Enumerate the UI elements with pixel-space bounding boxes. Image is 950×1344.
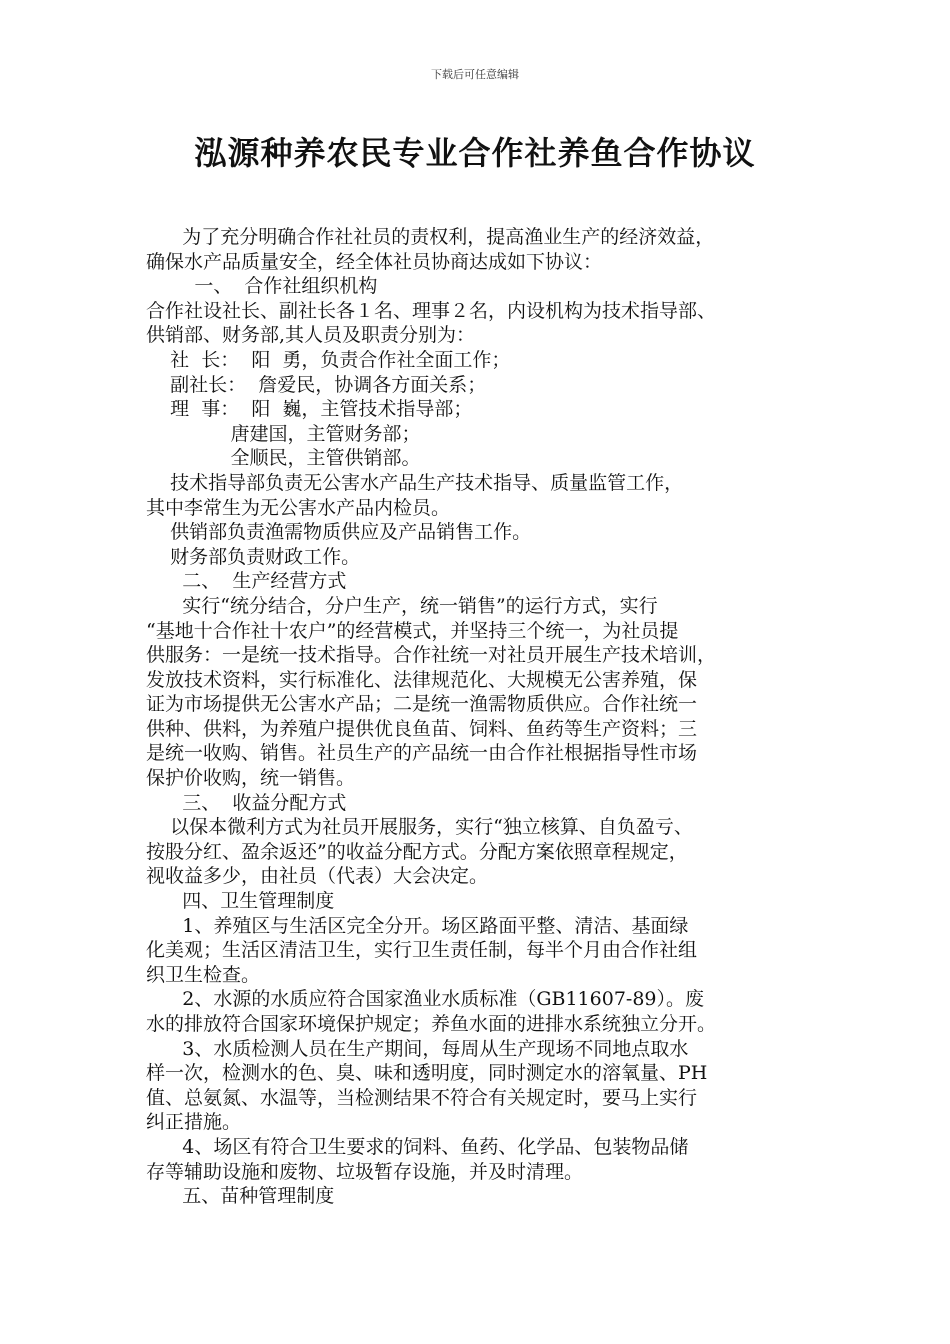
text-line: 按股分红、盈余返还”的收益分配方式。分配方案依照章程规定， <box>146 840 688 863</box>
text-line: 视收益多少，由社员（代表）大会决定。 <box>146 865 489 888</box>
text-line: 4、场区有符合卫生要求的饲料、鱼药、化学品、包装物品储 <box>146 1135 689 1158</box>
text-line: 2、水源的水质应符合国家渔业水质标准（GB11607-89）。废 <box>146 988 705 1011</box>
text-line: 其中李常生为无公害水产品内检员。 <box>146 496 451 519</box>
text-line: 织卫生检查。 <box>146 963 261 986</box>
text-line: 1、养殖区与生活区完全分开。场区路面平整、清洁、基面绿 <box>146 914 689 937</box>
text-line: 副社长： 詹爱民，协调各方面关系； <box>146 373 487 396</box>
text-line: 存等辅助设施和废物、垃圾暂存设施，并及时清理。 <box>146 1160 584 1183</box>
text-line: 供销部、财务部,其人员及职责分别为： <box>146 324 476 347</box>
text-line: 以保本微利方式为社员开展服务，实行“独立核算、自负盈亏、 <box>146 816 693 839</box>
text-line: 供种、供料，为养殖户提供优良鱼苗、饲料、鱼药等生产资料；三 <box>146 717 698 740</box>
text-line: 技术指导部负责无公害水产品生产技术指导、质量监管工作， <box>146 471 684 494</box>
header-note: 下载后可任意编辑 <box>431 68 519 81</box>
text-line: 纠正措施。 <box>146 1111 242 1134</box>
text-line: 合作社设社长、副社长各１名、理事２名，内设机构为技术指导部、 <box>146 299 717 322</box>
text-line: 供销部负责渔需物质供应及产品销售工作。 <box>146 521 532 544</box>
text-line: 供服务：一是统一技术指导。合作社统一对社员开展生产技术培训， <box>146 644 717 667</box>
text-line: 发放技术资料，实行标准化、法律规范化、大规模无公害养殖，保 <box>146 668 698 691</box>
text-line: 唐建国，主管财务部； <box>146 422 421 445</box>
text-line: “基地十合作社十农户”的经营模式，并坚持三个统一，为社员提 <box>146 619 679 642</box>
text-line: 财务部负责财政工作。 <box>146 545 361 568</box>
document-title: 泓源种养农民专业合作社养鱼合作协议 <box>194 134 756 172</box>
text-line: 确保水产品质量安全，经全体社员协商达成如下协议： <box>146 250 603 273</box>
text-line: 全顺民，主管供销部。 <box>146 447 421 470</box>
document-body <box>146 225 826 1209</box>
text-line: 社 长： 阳 勇，负责合作社全面工作； <box>146 348 511 371</box>
text-line: 样一次，检测水的色、臭、味和透明度，同时测定水的溶氧量、PH <box>146 1062 708 1085</box>
text-line: 保护价收购，统一销售。 <box>146 767 356 790</box>
text-line: 3、水质检测人员在生产期间，每周从生产现场不同地点取水 <box>146 1037 689 1060</box>
text-line: 证为市场提供无公害水产品；二是统一渔需物质供应。合作社统一 <box>146 693 698 716</box>
text-line: 为了充分明确合作社社员的责权利，提高渔业生产的经济效益， <box>146 226 715 248</box>
text-line: 二、 生产经营方式 <box>146 570 347 593</box>
text-line: 理 事： 阳 巍，主管技术指导部； <box>146 398 473 421</box>
text-line: 五、苗种管理制度 <box>146 1185 335 1208</box>
text-line: 值、总氨氮、水温等，当检测结果不符合有关规定时，要马上实行 <box>146 1086 698 1109</box>
text-line: 一、 合作社组织机构 <box>146 275 378 298</box>
text-line: 实行“统分结合，分户生产，统一销售”的运行方式，实行 <box>146 594 658 617</box>
text-line: 水的排放符合国家环境保护规定；养鱼水面的进排水系统独立分开。 <box>146 1013 717 1035</box>
text-line: 四、卫生管理制度 <box>146 890 335 913</box>
text-line: 化美观；生活区清洁卫生，实行卫生责任制，每半个月由合作社组 <box>146 939 698 962</box>
text-line: 是统一收购、销售。社员生产的产品统一由合作社根据指导性市场 <box>146 742 698 765</box>
text-line: 三、 收益分配方式 <box>146 791 347 814</box>
